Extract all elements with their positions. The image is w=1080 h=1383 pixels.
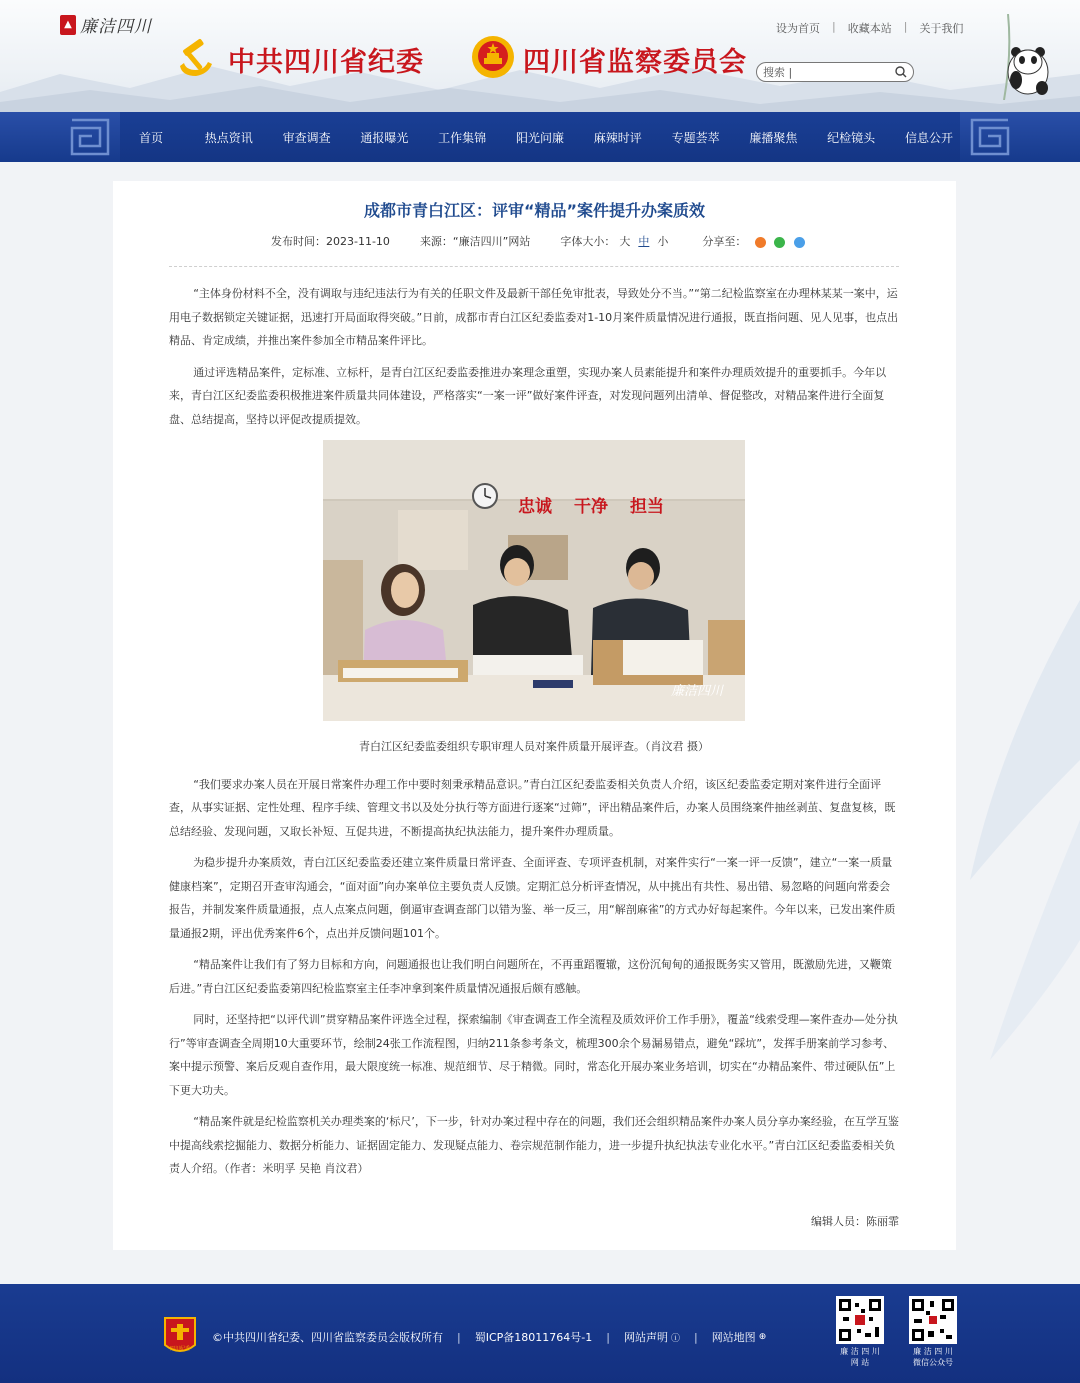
nav-sunshine[interactable]: 阳光问廉 [515,130,564,145]
share-label: 分享至： [702,235,747,248]
ink-wash-decoration [960,560,1080,1080]
qr-label-line: 微信公众号 [913,1358,953,1367]
editor-credit: 编辑人员：陈丽霏 [811,1215,899,1228]
icp-link[interactable]: 蜀ICP备18011764号-1 [474,1331,593,1344]
sitemap-icon: ⊕ [758,1332,767,1342]
search-input[interactable]: 搜索 | [763,66,793,79]
qr-label-line: 网 站 [850,1358,870,1367]
publish-label: 发布时间： [271,235,326,248]
qr-label-website [830,1346,890,1368]
panda-decoration [990,14,1060,100]
share-bar [702,233,805,249]
title-divider [169,266,899,267]
link-separator: | [832,20,836,33]
nav-work-highlights[interactable]: 工作集锦 [438,130,487,145]
font-size-large[interactable]: 大 [619,235,631,248]
party-committee-name: 中共四川省纪委 [228,47,424,78]
nav-left-ornament [0,112,120,162]
copyright: ©中共四川省纪委、四川省监察委员会版权所有 [212,1331,443,1344]
qr-label-line: 廉 洁 四 川 [913,1347,953,1356]
qr-label-line: 廉 洁 四 川 [840,1347,880,1356]
bookmark-link[interactable]: 收藏本站 [847,22,892,35]
paragraph: “精品案件让我们有了努力目标和方向，问题通报也让我们明白问题所在，不再重蹈覆辙，这份沉甸甸的通报既务实又管用，既激励先进，又鞭策后进。”青白江区纪委监委第四纪检监察室主任李冲拿到案件质量情况通报后颇有感触。 [169,958,892,995]
publish-date: 2023-11-10 [326,235,390,248]
statement-link[interactable]: 网站声明 [623,1331,668,1344]
party-emblem-icon [172,36,216,80]
nav-hot-news[interactable]: 热点资讯 [204,130,253,145]
sitemap-link[interactable]: 网站地图 [711,1331,756,1344]
paragraph: “精品案件就是纪检监察机关办理类案的‘标尺’，下一步，针对办案过程中存在的问题，我们还会组织精品案件办案人员分享办案经验，在互学互鉴中提高线索挖掘能力、数据分析能力、证据固定能力、发现疑点能力、卷宗规范制作能力，进一步提升执纪执法专业化水平。”青白江区纪委监委相关负责人介绍。（作者：米明孚 吴艳 肖汶君） [169,1115,899,1175]
paragraph: 为稳步提升办案质效，青白江区纪委监委还建立案件质量日常评查、全面评查、专项评查机制，对案件实行“一案一评一反馈”，建立“一案一质量健康档案”，定期召开查审沟通会，“面对面”向办案单位主要负责人反馈。定期汇总分析评查情况，从中挑出有共性、易出错、易忽略的问题向常委会报告，并制发案件质量通报，点人点案点问题，倒逼审查调查部门以错为鉴、举一反三，用“解剖麻雀”的方式办好每起案件。今年以来，已发出案件质量通报2期，评出优秀案件6个，点出并反馈问题101个。 [169,856,896,940]
photo-caption: 青白江区纪委监委组织专职审理人员对案件质量开展评查。（肖汶君 摄） [359,740,709,753]
footer-links [212,1329,766,1345]
site-header [0,0,1080,112]
publish-info [271,233,390,249]
seal-icon: ▲ [60,15,76,35]
article-meta [271,233,805,249]
article-photo [323,440,745,721]
search-icon[interactable] [895,66,907,78]
qr-code-icon [836,1296,884,1344]
paragraph: 通过评选精品案件，定标准、立标杆，是青白江区纪委监委推进办案理念重塑，实现办案人员素能提升和案件办理质效提升的重要抓手。今年以来，青白江区纪委监委积极推进案件质量共同体建设，严格落实“一案一评”做好案件评查，对发现问题列出清单、督促整改，对精品案件进行全面复盘、总结提高，坚持以评促改提质提效。 [169,365,887,426]
footer-logo [162,1315,198,1357]
qr-label-wechat [903,1346,963,1368]
weibo-icon[interactable] [755,237,766,248]
link-separator: | [903,20,908,33]
nav-camera[interactable]: 纪检镜头 [827,130,876,145]
paragraph: “主体身份材料不全，没有调取与违纪违法行为有关的任职文件及最新干部任免审批表，导致处分不当。”“第二纪检监察室在办理林某某一案中，运用电子数据锁定关键证据，迅速打开局面取得突破。”日前，成都市青白江区纪委监委对1-10月案件质量情况进行通报，既直指问题、见人见事，也点出精品、肯定成绩，并推出案件参加全市精品案件评比。 [169,287,899,347]
nav-home[interactable]: 首页 [138,130,163,145]
national-emblem-icon [470,34,516,80]
qr-code-icon [909,1296,957,1344]
font-size-medium[interactable]: 中 [638,235,650,248]
search-box[interactable] [756,62,914,82]
logo-text: 廉洁四川 [80,17,152,37]
nav-disclosure[interactable]: 信息公开 [904,130,953,145]
footer-separator: | [606,1330,610,1344]
info-icon: ⓘ [670,1333,680,1344]
font-size-control [560,233,672,249]
slogan-word: 干净 [574,497,608,517]
nav-topics[interactable]: 专题荟萃 [671,130,720,145]
paragraph: “我们要求办案人员在开展日常案件办理工作中要时刻秉承精品意识。”青白江区纪委监委相关负责人介绍，该区纪委监委定期对案件进行全面评查，从事实证据、定性处理、程序手续、管理文书以及处分执行等方面进行逐案“过筛”，评出精品案件后，办案人员围绕案件抽丝剥茧、复盘复核，既总结经验、发现问题，又取长补短、互促共进，不断提高执纪执法能力，提升案件办理质量。 [169,777,896,838]
font-size-label: 字体大小： [560,235,616,248]
site-footer [0,1284,1080,1383]
nav-items [120,112,960,162]
nav-right-ornament [960,112,1080,162]
about-us-link[interactable]: 关于我们 [919,22,964,35]
qq-icon[interactable] [794,237,805,248]
nav-broadcast[interactable]: 廉播聚焦 [749,130,798,145]
site-logo[interactable] [60,12,152,37]
footer-logo-caption: 四川纪委 [169,1346,190,1352]
nav-exposure[interactable]: 通报曝光 [360,130,409,145]
footer-separator: | [457,1330,461,1344]
article-source: 来源：“廉洁四川”网站 [419,235,531,248]
top-links [776,20,963,36]
wall-slogan [518,492,664,517]
paragraph: 同时，还坚持把“以评代训”贯穿精品案件评选全过程，探索编制《审查调查工作全流程及质效评价工作手册》，覆盖“线索受理—案件查办—处分执行”等审查调查全周期10大重要环节，绘制24张工作流程图，归纳211条参考条文，梳理300余个易漏易错点，避免“踩坑”，发挥手册案前学习参考、案中提示预警、案后反观自查作用，最大限度统一标准、规范细节、尽于精微。同时，常态化开展办案业务培训，切实在“办精品案件、带过硬队伍”上下更大功夫。 [169,1013,898,1097]
article-body [169,282,899,1189]
slogan-word: 忠诚 [518,497,552,517]
commission-name: 四川省监察委员会 [523,47,747,78]
article-card [113,181,956,1250]
nav-commentary[interactable]: 麻辣时评 [593,130,642,145]
nav-investigation[interactable]: 审查调查 [282,130,331,145]
photo-watermark: 廉洁四川 [671,684,724,699]
slogan-word: 担当 [630,497,664,517]
wechat-icon[interactable] [774,237,785,248]
main-nav [0,112,1080,162]
article-title: 成都市青白江区：评审“精品”案件提升办案质效 [363,201,706,220]
font-size-small[interactable]: 小 [657,235,669,248]
footer-separator: | [693,1330,698,1344]
set-homepage-link[interactable]: 设为首页 [776,22,820,35]
